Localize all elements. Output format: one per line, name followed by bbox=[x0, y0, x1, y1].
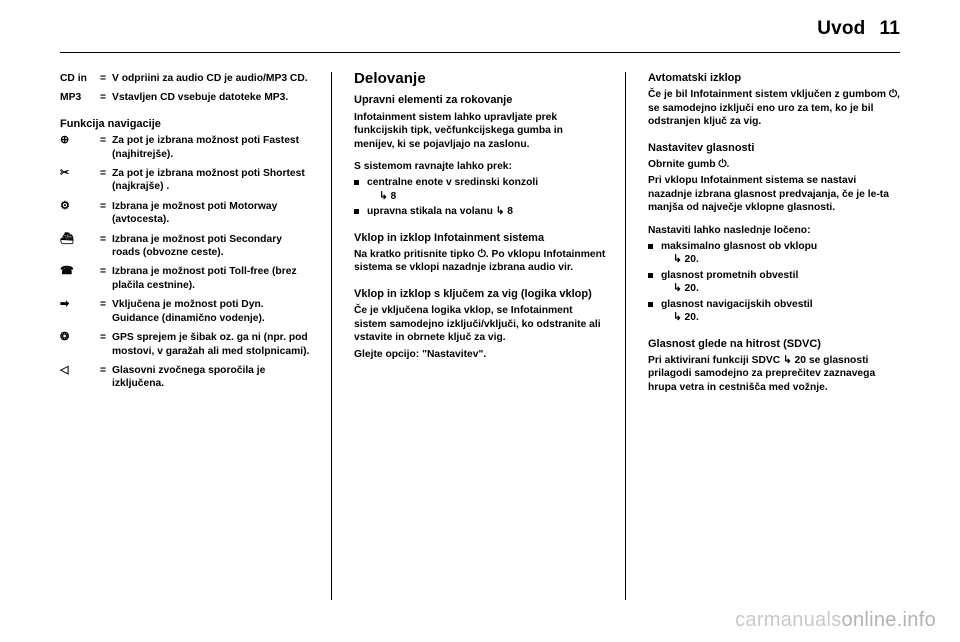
list-item-text: maksimalno glasnost ob vklopu bbox=[661, 241, 818, 253]
paragraph-power-on-off: Na kratko pritisnite tipko ⏻. Po vklopu Infotainment sistema se vklopi nazadnje izbrana audio vir. bbox=[354, 249, 606, 274]
list-item-text: glasnost navigacijskih obvestil bbox=[661, 298, 813, 310]
subheading-power-on-off: Vklop in izklop Infotainment sistema bbox=[354, 231, 545, 244]
route-toll-free-icon: ☎ bbox=[60, 265, 74, 278]
definition-equals: = bbox=[100, 299, 107, 311]
definition-equals: = bbox=[100, 233, 107, 245]
volume-bullet-list bbox=[648, 240, 900, 324]
bullet-square-icon bbox=[648, 273, 653, 278]
header-divider bbox=[60, 52, 900, 53]
paragraph-see-settings: Glejte opcijo: "Nastavitev". bbox=[354, 348, 487, 360]
definition-equals: = bbox=[100, 266, 107, 278]
list-item-text: glasnost prometnih obvestil bbox=[661, 269, 799, 281]
section-heading-delovanje: Delovanje bbox=[354, 70, 426, 87]
route-motorway-icon: ⚙ bbox=[60, 199, 70, 212]
definition-equals: = bbox=[100, 168, 107, 180]
definition-row bbox=[60, 331, 312, 358]
route-fastest-icon: ⊕ bbox=[60, 134, 70, 147]
definition-row bbox=[60, 200, 312, 227]
paragraph-auto-off: Če je bil Infotainment sistem vključen z gumbom ⏻, se samodejno izključi eno uro za tem, ko je bil odstranjen ključ za vig. bbox=[648, 89, 900, 128]
definition-row bbox=[60, 233, 312, 260]
paragraph-controls-list-intro: S sistemom ravnajte lahko prek: bbox=[354, 161, 512, 173]
subheading-auto-off: Avtomatski izklop bbox=[648, 72, 742, 84]
definition-description: Izbrana je možnost poti Motorway (avtocesta). bbox=[112, 200, 278, 226]
definition-row bbox=[60, 298, 312, 325]
subheading-controls: Upravni elementi za rokovanje bbox=[354, 94, 513, 107]
watermark bbox=[735, 609, 936, 632]
bullet-square-icon bbox=[648, 302, 653, 307]
paragraph-volume-knob: Obrnite gumb ⏻. bbox=[648, 159, 730, 171]
paragraph-volume-list-intro: Nastaviti lahko naslednje ločeno: bbox=[648, 224, 811, 236]
definition-equals: = bbox=[100, 364, 107, 376]
navigation-definition-list bbox=[60, 134, 312, 391]
column-1 bbox=[60, 72, 312, 397]
page-reference: ↳ 20. bbox=[673, 312, 699, 324]
page-reference: ↳ 8 bbox=[495, 206, 513, 218]
definition-row bbox=[60, 72, 312, 85]
list-item bbox=[354, 176, 606, 203]
definition-description: GPS sprejem je šibak oz. ga ni (npr. pod mostovi, v garažah ali med stolpnicami). bbox=[112, 332, 310, 357]
route-secondary-roads-icon: ⛴ bbox=[60, 232, 74, 245]
definition-term: CD in bbox=[60, 73, 87, 84]
list-item bbox=[354, 205, 606, 218]
definition-row bbox=[60, 134, 312, 161]
list-item bbox=[648, 298, 900, 325]
page-header bbox=[60, 18, 900, 58]
definition-equals: = bbox=[100, 73, 107, 84]
watermark-text-dark: online.info bbox=[841, 609, 936, 631]
definition-description: Za pot je izbrana možnost poti Fastest (najhitrejše). bbox=[112, 135, 300, 160]
audio-definition-list bbox=[60, 72, 312, 105]
page-number: 11 bbox=[879, 18, 900, 39]
subheading-sdvc: Glasnost glede na hitrost (SDVC) bbox=[648, 337, 821, 350]
route-shortest-icon: ✂ bbox=[60, 167, 70, 180]
definition-equals: = bbox=[100, 332, 107, 344]
paragraph-volume-startup: Pri vklopu Infotainment sistema se nastavi nazadnje izbrana glasnost predvajanja, če je le-ta manjša od največje vklopne glasnosti. bbox=[648, 175, 889, 214]
gps-signal-icon: ❂ bbox=[60, 331, 70, 344]
paragraph-ignition-logic: Če je vključena logika vklop, se Infotainment sistem samodejno izključi/vključi, ko odstranite ali vstavite in obrnete ključ za vig. bbox=[354, 305, 601, 344]
column-3 bbox=[648, 72, 900, 397]
definition-equals: = bbox=[100, 135, 107, 147]
paragraph-sdvc: Pri aktivirani funkciji SDVC ↳ 20 se glasnosti prilagodi samodejno za preprečitev zaznavega hrupa vetra in cestnišča med vožnje. bbox=[648, 354, 876, 393]
definition-description: V odpriini za audio CD je audio/MP3 CD. bbox=[112, 73, 308, 84]
column-divider-1 bbox=[331, 72, 332, 600]
column-2 bbox=[354, 72, 606, 364]
paragraph-controls-intro: Infotainment sistem lahko upravljate prek funkcijskih tipk, večfunkcijskega gumba in menijev, ki se pojavljajo na zaslonu. bbox=[354, 111, 563, 150]
definition-description: Izbrana je možnost poti Toll-free (brez plačila cestnine). bbox=[112, 266, 297, 291]
controls-bullet-list bbox=[354, 176, 606, 218]
list-item-text: upravna stikala na volanu bbox=[367, 206, 493, 218]
list-item-text: centralne enote v sredinski konzoli bbox=[367, 177, 539, 189]
watermark-text-light: carmanuals bbox=[735, 609, 842, 631]
subheading-ignition-logic: Vklop in izklop s ključem za vig (logika vklop) bbox=[354, 287, 592, 300]
list-item bbox=[648, 240, 900, 267]
page-title bbox=[817, 18, 900, 40]
definition-row bbox=[60, 167, 312, 194]
subheading-volume-settings: Nastavitev glasnosti bbox=[648, 141, 755, 154]
definition-description: Za pot je izbrana možnost poti Shortest (najkrajše) . bbox=[112, 168, 305, 193]
definition-row bbox=[60, 265, 312, 292]
definition-description: Vključena je možnost poti Dyn. Guidance (dinamično vodenje). bbox=[112, 299, 265, 324]
page-reference: ↳ 20. bbox=[673, 254, 699, 266]
dynamic-guidance-icon: ➡ bbox=[60, 298, 70, 311]
definition-row bbox=[60, 91, 312, 104]
bullet-square-icon bbox=[354, 209, 359, 214]
definition-description: Izbrana je možnost poti Secondary roads (obvozne ceste). bbox=[112, 233, 282, 259]
page-reference: ↳ 8 bbox=[379, 190, 397, 202]
definition-term: MP3 bbox=[60, 92, 82, 104]
page-title-word: Uvod bbox=[817, 18, 866, 39]
page-reference: ↳ 20. bbox=[673, 283, 699, 295]
list-item bbox=[648, 269, 900, 296]
definition-description: Vstavljen CD vsebuje datoteke MP3. bbox=[112, 92, 289, 104]
bullet-square-icon bbox=[354, 180, 359, 185]
column-divider-2 bbox=[625, 72, 626, 600]
bullet-square-icon bbox=[648, 244, 653, 249]
definition-equals: = bbox=[100, 92, 107, 104]
voice-mute-icon: ◁ bbox=[60, 363, 69, 376]
definition-description: Glasovni zvočnega sporočila je izključena. bbox=[112, 364, 266, 390]
definition-row bbox=[60, 364, 312, 391]
nav-section-heading: Funkcija navigacije bbox=[60, 117, 161, 130]
definition-equals: = bbox=[100, 200, 107, 212]
